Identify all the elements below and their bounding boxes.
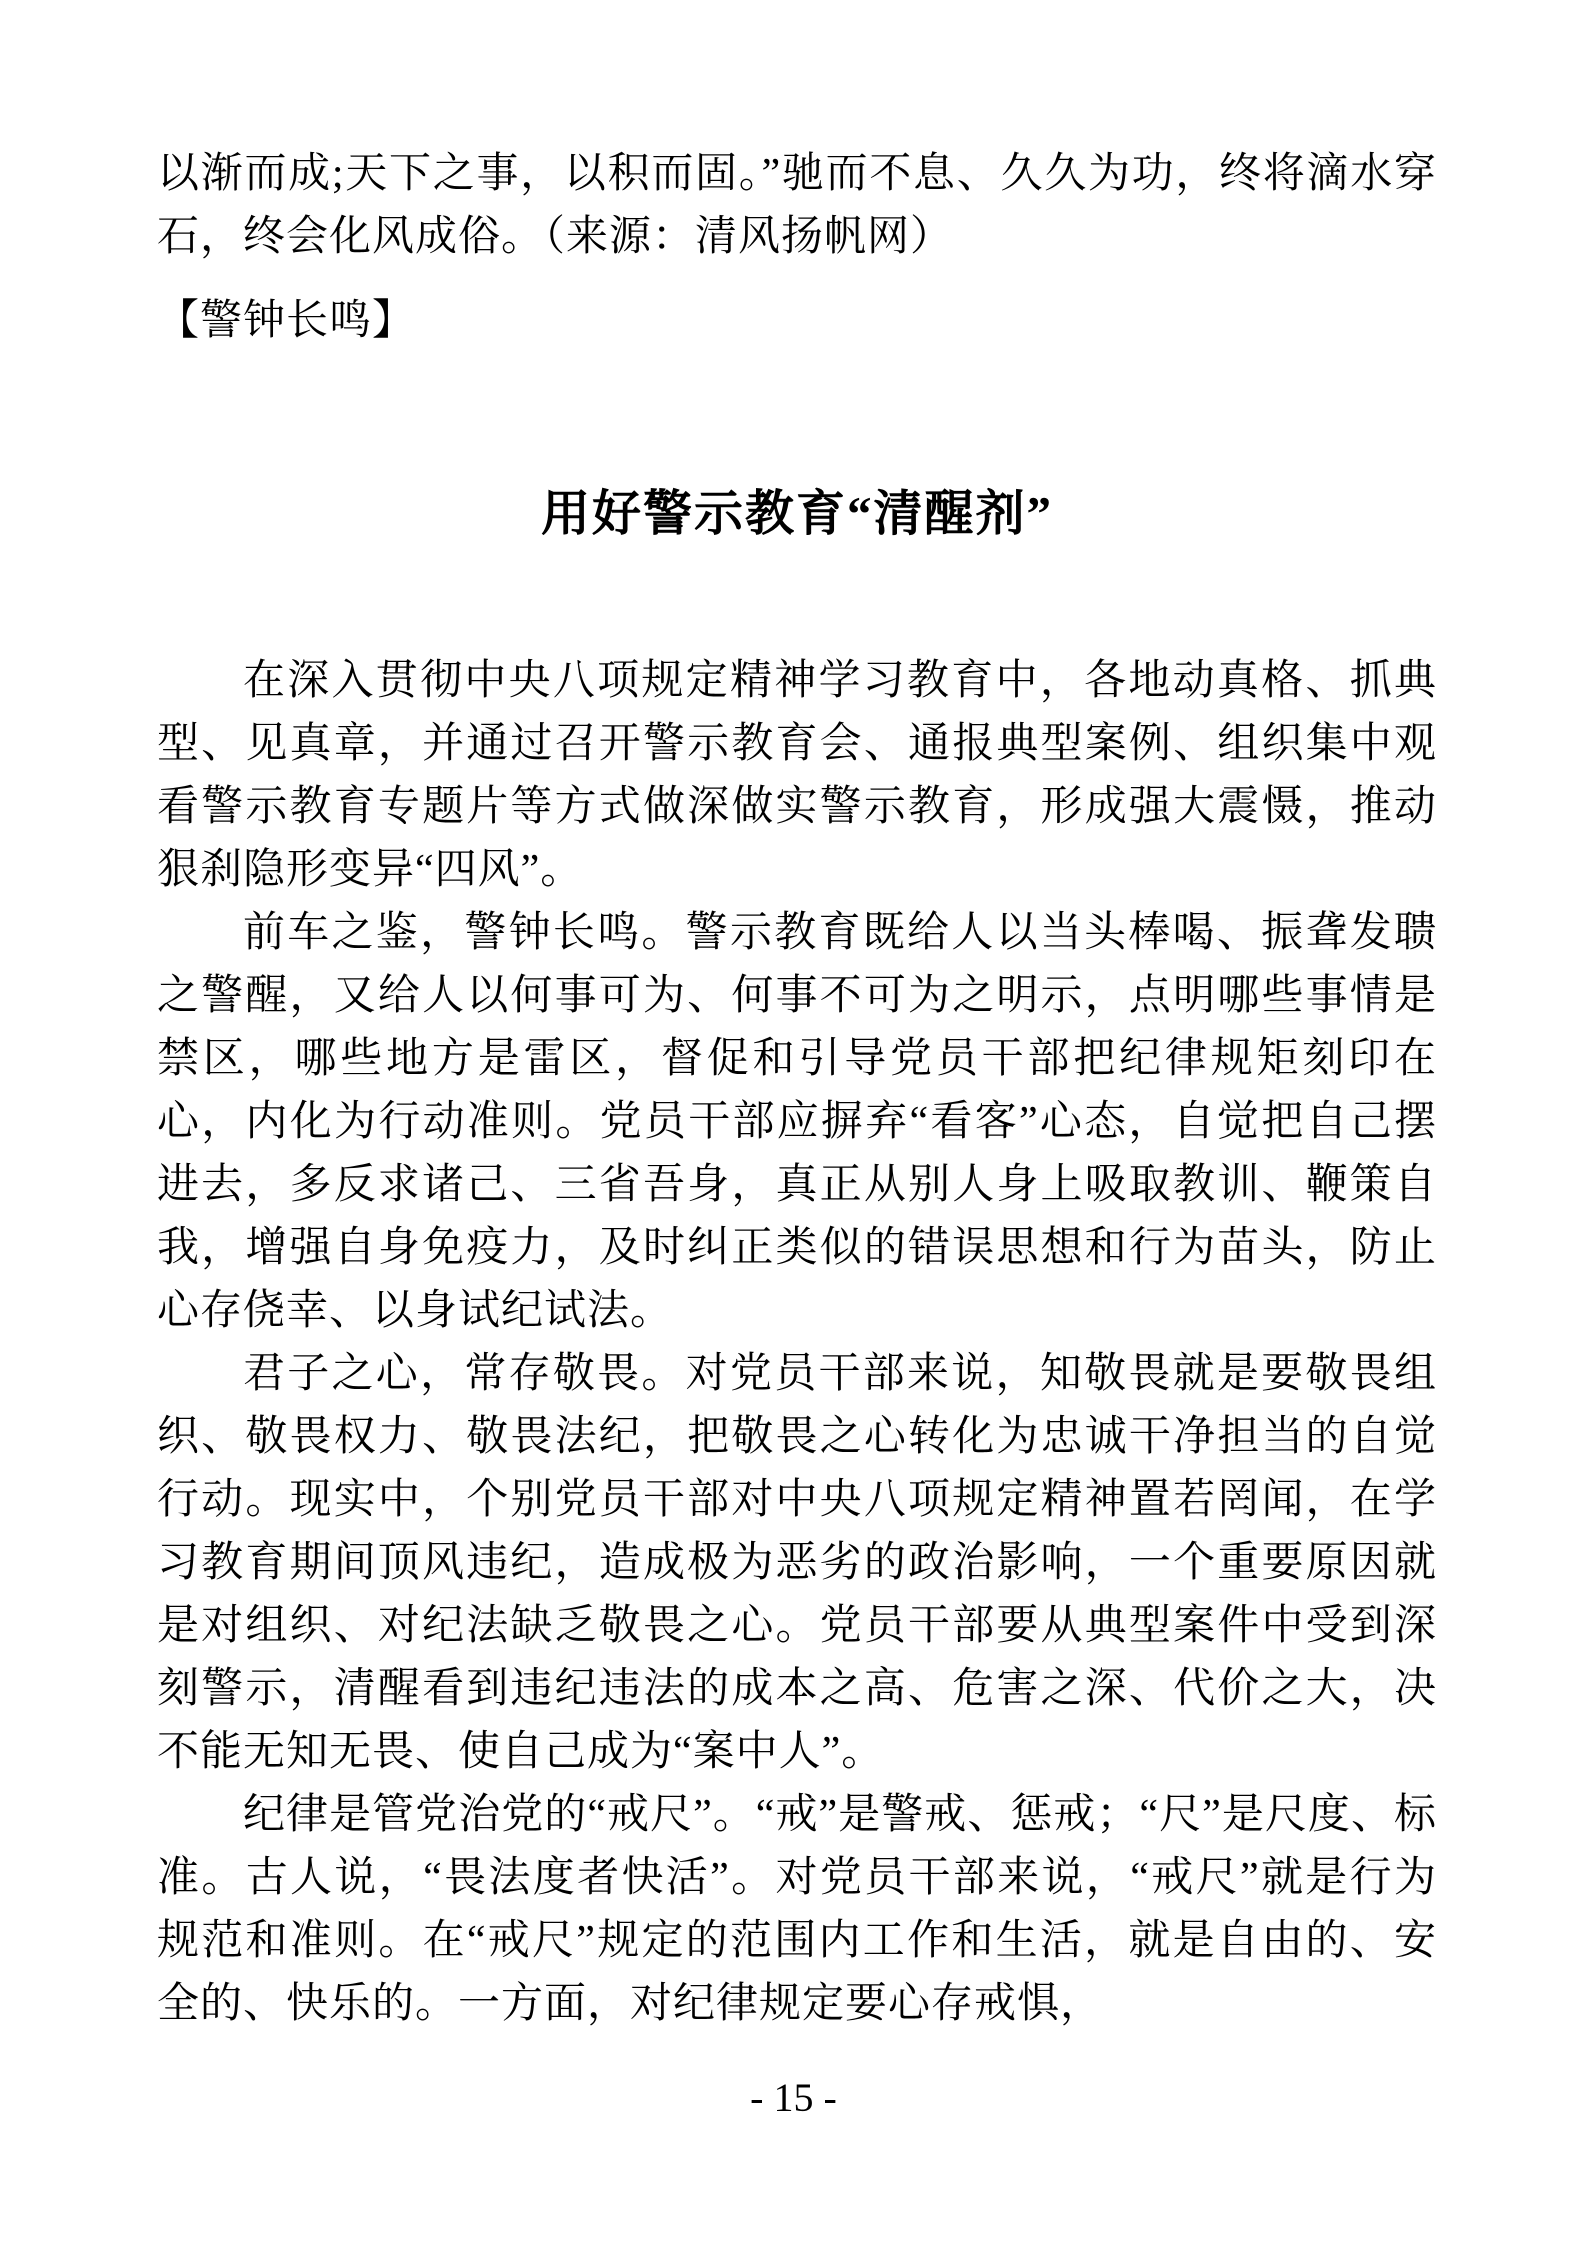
section-marker: 【警钟长鸣】 bbox=[157, 298, 416, 344]
article-paragraph: 在深入贯彻中央八项规定精神学习教育中，各地动真格、抓典型、见真章，并通过召开警示教育会、通报典型案例、组织集中观看警示教育专题片等方式做深做实警示教育，形成强大震慑，推动狠刹隐形变异“四风”。 bbox=[157, 658, 1437, 893]
page-number: - 15 - bbox=[750, 2075, 837, 2120]
text-block bbox=[157, 143, 1437, 2036]
article-paragraph: 前车之鉴，警钟长鸣。警示教育既给人以当头棒喝、振聋发聩之警醒，又给人以何事可为、何事不可为之明示，点明哪些事情是禁区，哪些地方是雷区，督促和引导党员干部把纪律规矩刻印在心，内化为行动准则。党员干部应摒弃“看客”心态，自觉把自己摆进去，多反求诸己、三省吾身，真正从别人身上吸取教训、鞭策自我，增强自身免疫力，及时纠正类似的错误思想和行为苗头，防止心存侥幸、以身试纪试法。 bbox=[157, 910, 1437, 1334]
article-title: 用好警示教育“清醒剂” bbox=[540, 486, 1053, 541]
article-paragraph: 君子之心，常存敬畏。对党员干部来说，知敬畏就是要敬畏组织、敬畏权力、敬畏法纪，把敬畏之心转化为忠诚干净担当的自觉行动。现实中，个别党员干部对中央八项规定精神置若罔闻，在学习教育期间顶风违纪，造成极为恶劣的政治影响，一个重要原因就是对组织、对纪法缺乏敬畏之心。党员干部要从典型案件中受到深刻警示，清醒看到违纪违法的成本之高、危害之深、代价之大，决不能无知无畏、使自己成为“案中人”。 bbox=[157, 1351, 1437, 1775]
article-body bbox=[157, 650, 1437, 2036]
continuation-paragraph: 以渐而成;天下之事，以积而固。”驰而不息、久久为功，终将滴水穿石，终会化风成俗。（来源：清风扬帆网） bbox=[157, 151, 1437, 260]
article-paragraph: 纪律是管党治党的“戒尺”。“戒”是警戒、惩戒；“尺”是尺度、标准。古人说，“畏法度者快活”。对党员干部来说，“戒尺”就是行为规范和准则。在“戒尺”规定的范围内工作和生活，就是自由的、安全的、快乐的。一方面，对纪律规定要心存戒惧， bbox=[157, 1792, 1437, 2027]
